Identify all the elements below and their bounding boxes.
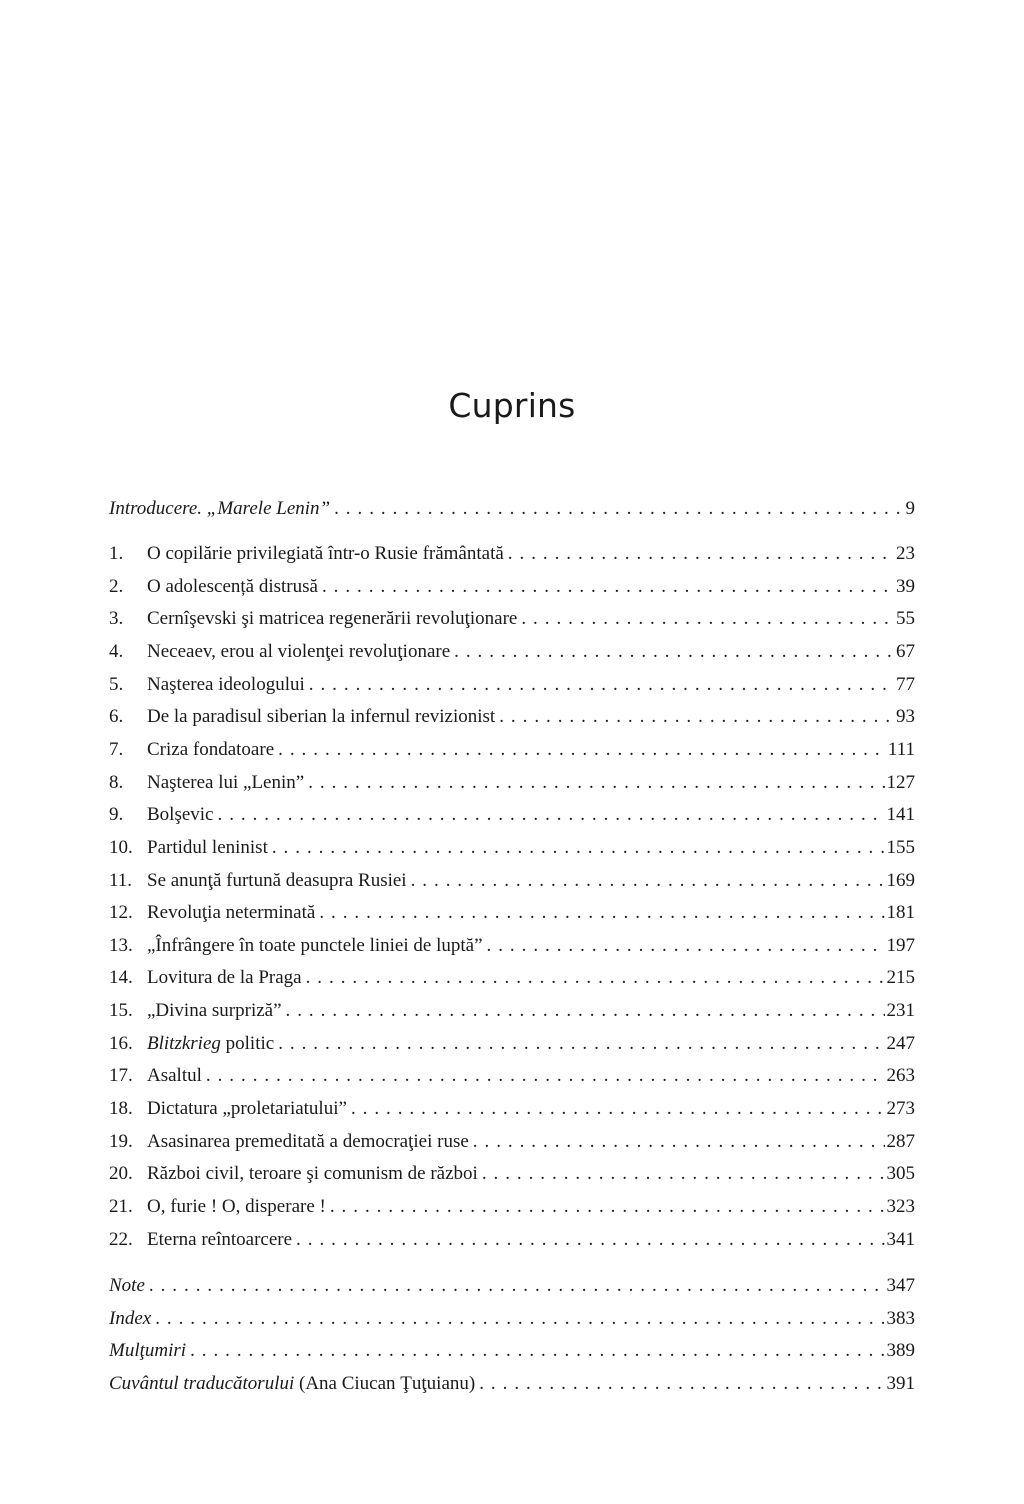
- toc-entry-chapter[interactable]: [109, 572, 915, 602]
- toc-entry-chapter[interactable]: [109, 963, 915, 993]
- toc-entry-chapter[interactable]: [109, 1225, 915, 1255]
- entry-title-text: Asasinarea premeditată a democraţiei ruse: [147, 1131, 469, 1152]
- dot-leader: [521, 604, 894, 634]
- entry-title-text: Război civil, teroare şi comunism de război: [147, 1163, 478, 1184]
- entry-title: [147, 768, 304, 798]
- page-number: 341: [886, 1229, 915, 1250]
- dot-leader: [411, 866, 885, 896]
- entry-title: [147, 637, 450, 667]
- chapter-number: 20.: [109, 1163, 133, 1184]
- chapter-number: 10.: [109, 837, 133, 858]
- toc-entry-chapter[interactable]: [109, 898, 915, 928]
- dot-leader: [206, 1061, 885, 1091]
- page-number: 383: [886, 1308, 915, 1329]
- entry-title-text: Naşterea ideologului: [147, 674, 305, 695]
- dot-leader: [454, 637, 894, 667]
- page-number: 197: [886, 935, 915, 956]
- chapter-number: 2.: [109, 576, 124, 597]
- chapter-number: 9.: [109, 804, 124, 825]
- page-number: 155: [886, 837, 915, 858]
- page-number: 111: [887, 739, 915, 760]
- entry-title: Introducere. „Marele Lenin”: [109, 498, 331, 519]
- entry-title: [147, 1192, 326, 1222]
- chapter-number: 16.: [109, 1033, 133, 1054]
- entry-title: [147, 833, 268, 863]
- chapter-number: 15.: [109, 1000, 133, 1021]
- chapter-number: 4.: [109, 641, 124, 662]
- entry-title: [109, 1369, 475, 1399]
- entry-title-italic: Index: [109, 1308, 152, 1329]
- toc-entry-chapter[interactable]: [109, 1061, 915, 1091]
- chapter-number: 18.: [109, 1098, 133, 1119]
- dot-leader: [218, 800, 885, 830]
- dot-leader: [499, 702, 894, 732]
- dot-leader: [322, 572, 894, 602]
- entry-title: [147, 1029, 274, 1059]
- entry-title: [147, 1094, 347, 1124]
- chapter-number: 22.: [109, 1229, 133, 1250]
- chapter-number: 7.: [109, 739, 124, 760]
- toc-entry-backmatter[interactable]: [109, 1304, 915, 1334]
- dot-leader: [278, 735, 886, 765]
- dot-leader: [149, 1271, 885, 1301]
- toc-entry-chapter[interactable]: [109, 670, 915, 700]
- toc-entry-chapter[interactable]: [109, 637, 915, 667]
- dot-leader: [482, 1159, 885, 1189]
- entry-title-text: Revoluţia neterminată: [147, 902, 316, 923]
- page-number: 55: [896, 608, 915, 629]
- chapter-number: 3.: [109, 608, 124, 629]
- entry-title-text: Dictatura „proletariatului”: [147, 1098, 347, 1119]
- entry-title: [147, 1225, 292, 1255]
- dot-leader: [306, 963, 885, 993]
- entry-title: [109, 1336, 186, 1366]
- page-number: 287: [886, 1131, 915, 1152]
- toc-entry-chapter[interactable]: [109, 1127, 915, 1157]
- chapter-number: 17.: [109, 1065, 133, 1086]
- entry-title-text: „Înfrângere în toate punctele liniei de luptă”: [147, 935, 483, 956]
- chapter-number: 8.: [109, 772, 124, 793]
- page-number: 169: [886, 870, 915, 891]
- entry-title: [147, 996, 282, 1026]
- entry-title: [147, 670, 305, 700]
- dot-leader: [190, 1336, 884, 1366]
- toc-entry-chapter[interactable]: [109, 735, 915, 765]
- toc-entry-chapter[interactable]: [109, 1094, 915, 1124]
- toc-entry-chapter[interactable]: [109, 604, 915, 634]
- dot-leader: [487, 931, 885, 961]
- toc-entry-introduction[interactable]: [109, 494, 915, 524]
- entry-title: [147, 1159, 478, 1189]
- entry-title-text: Lovitura de la Praga: [147, 967, 302, 988]
- toc-entry-chapter[interactable]: [109, 866, 915, 896]
- toc-entry-chapter[interactable]: [109, 768, 915, 798]
- entry-title: [109, 1304, 151, 1334]
- entry-title-text: Eterna reîntoarcere: [147, 1229, 293, 1250]
- toc-entry-backmatter[interactable]: [109, 1369, 915, 1399]
- page-number: 77: [896, 674, 915, 695]
- entry-title: [147, 735, 274, 765]
- page-number: 263: [886, 1065, 915, 1086]
- page-number: 127: [886, 772, 915, 793]
- page-number: 231: [886, 1000, 915, 1021]
- entry-title: [147, 1127, 469, 1157]
- page-number: 9: [905, 498, 915, 519]
- page-number: 305: [886, 1163, 915, 1184]
- entry-title-italic: Blitzkrieg: [147, 1033, 221, 1054]
- entry-title: [147, 963, 302, 993]
- chapter-number: 5.: [109, 674, 124, 695]
- entry-title-text: O adolescență distrusă: [147, 576, 318, 597]
- toc-entry-chapter[interactable]: [109, 702, 915, 732]
- toc-entry-chapter[interactable]: [109, 931, 915, 961]
- entry-title-text: Se anunţă furtună deasupra Rusiei: [147, 870, 407, 891]
- page-number: 347: [886, 1275, 915, 1296]
- chapter-number: 13.: [109, 935, 133, 956]
- toc-entry-chapter[interactable]: [109, 800, 915, 830]
- entry-title-text: Bolşevic: [147, 804, 214, 825]
- toc-entry-backmatter[interactable]: [109, 1271, 915, 1301]
- entry-title: [147, 702, 495, 732]
- toc-entry-chapter[interactable]: [109, 1192, 915, 1222]
- entry-title-text: (Ana Ciucan Ţuţuianu): [294, 1373, 476, 1394]
- entry-title: [147, 604, 517, 634]
- entry-title: [147, 931, 483, 961]
- page-number: 389: [886, 1340, 915, 1361]
- entry-title-italic: Note: [109, 1275, 145, 1296]
- entry-title: [147, 572, 318, 602]
- page-number: 247: [886, 1033, 915, 1054]
- page-number: 39: [896, 576, 915, 597]
- toc-entry-chapter[interactable]: [109, 1029, 915, 1059]
- entry-title-text: Neceaev, erou al violenţei revoluţionare: [147, 641, 451, 662]
- dot-leader: [479, 1369, 884, 1399]
- page-number: 215: [886, 967, 915, 988]
- page-number: 181: [886, 902, 915, 923]
- dot-leader: [308, 768, 884, 798]
- entry-title-text: O, furie ! O, disperare !: [147, 1196, 326, 1217]
- entry-title-text: O copilărie privilegiată într-o Rusie frământată: [147, 543, 504, 564]
- dot-leader: [508, 539, 894, 569]
- page-title: Cuprins: [448, 386, 576, 425]
- chapter-number: 11.: [109, 870, 133, 891]
- dot-leader: [272, 833, 885, 863]
- page-number: 273: [886, 1098, 915, 1119]
- chapter-number: 12.: [109, 902, 133, 923]
- dot-leader: [155, 1304, 884, 1334]
- page-number: 391: [886, 1373, 915, 1394]
- chapter-number: 1.: [109, 543, 124, 564]
- dot-leader: [319, 898, 884, 928]
- dot-leader: [296, 1225, 884, 1255]
- toc-entry-chapter[interactable]: [109, 833, 915, 863]
- chapter-number: 6.: [109, 706, 124, 727]
- entry-title: [109, 1271, 145, 1301]
- page-number: 23: [896, 543, 915, 564]
- entry-title-text: Partidul leninist: [147, 837, 268, 858]
- page-number: 323: [886, 1196, 915, 1217]
- dot-leader: [278, 1029, 884, 1059]
- entry-title-text: politic: [220, 1033, 275, 1054]
- entry-title-text: Cernîşevski şi matricea regenerării revoluţionare: [147, 608, 518, 629]
- dot-leader: [286, 996, 885, 1026]
- dot-leader: [351, 1094, 885, 1124]
- chapter-number: 14.: [109, 967, 133, 988]
- chapter-number: 21.: [109, 1196, 133, 1217]
- dot-leader: [473, 1127, 885, 1157]
- entry-title: [147, 898, 315, 928]
- dot-leader: [334, 494, 903, 524]
- entry-title-text: Criza fondatoare: [147, 739, 275, 760]
- toc-entry-backmatter[interactable]: [109, 1336, 915, 1366]
- entry-title: [147, 539, 504, 569]
- dot-leader: [309, 670, 894, 700]
- page-number: 93: [896, 706, 915, 727]
- toc-entry-chapter[interactable]: [109, 996, 915, 1026]
- entry-title: [147, 866, 407, 896]
- page-number: 141: [886, 804, 915, 825]
- entry-title-text: De la paradisul siberian la infernul revizionist: [147, 706, 496, 727]
- dot-leader: [330, 1192, 885, 1222]
- entry-title-text: Asaltul: [147, 1065, 202, 1086]
- entry-title-italic: Mulţumiri: [109, 1340, 187, 1361]
- entry-title-text: „Divina surpriză”: [147, 1000, 282, 1021]
- chapter-number: 19.: [109, 1131, 133, 1152]
- entry-title-italic: Cuvântul traducătorului: [109, 1373, 295, 1394]
- entry-title: [147, 1061, 202, 1091]
- page-number: 67: [896, 641, 915, 662]
- entry-title-text: Naşterea lui „Lenin”: [147, 772, 305, 793]
- entry-title: [147, 800, 214, 830]
- toc-entry-chapter[interactable]: [109, 1159, 915, 1189]
- toc-entry-chapter[interactable]: [109, 539, 915, 569]
